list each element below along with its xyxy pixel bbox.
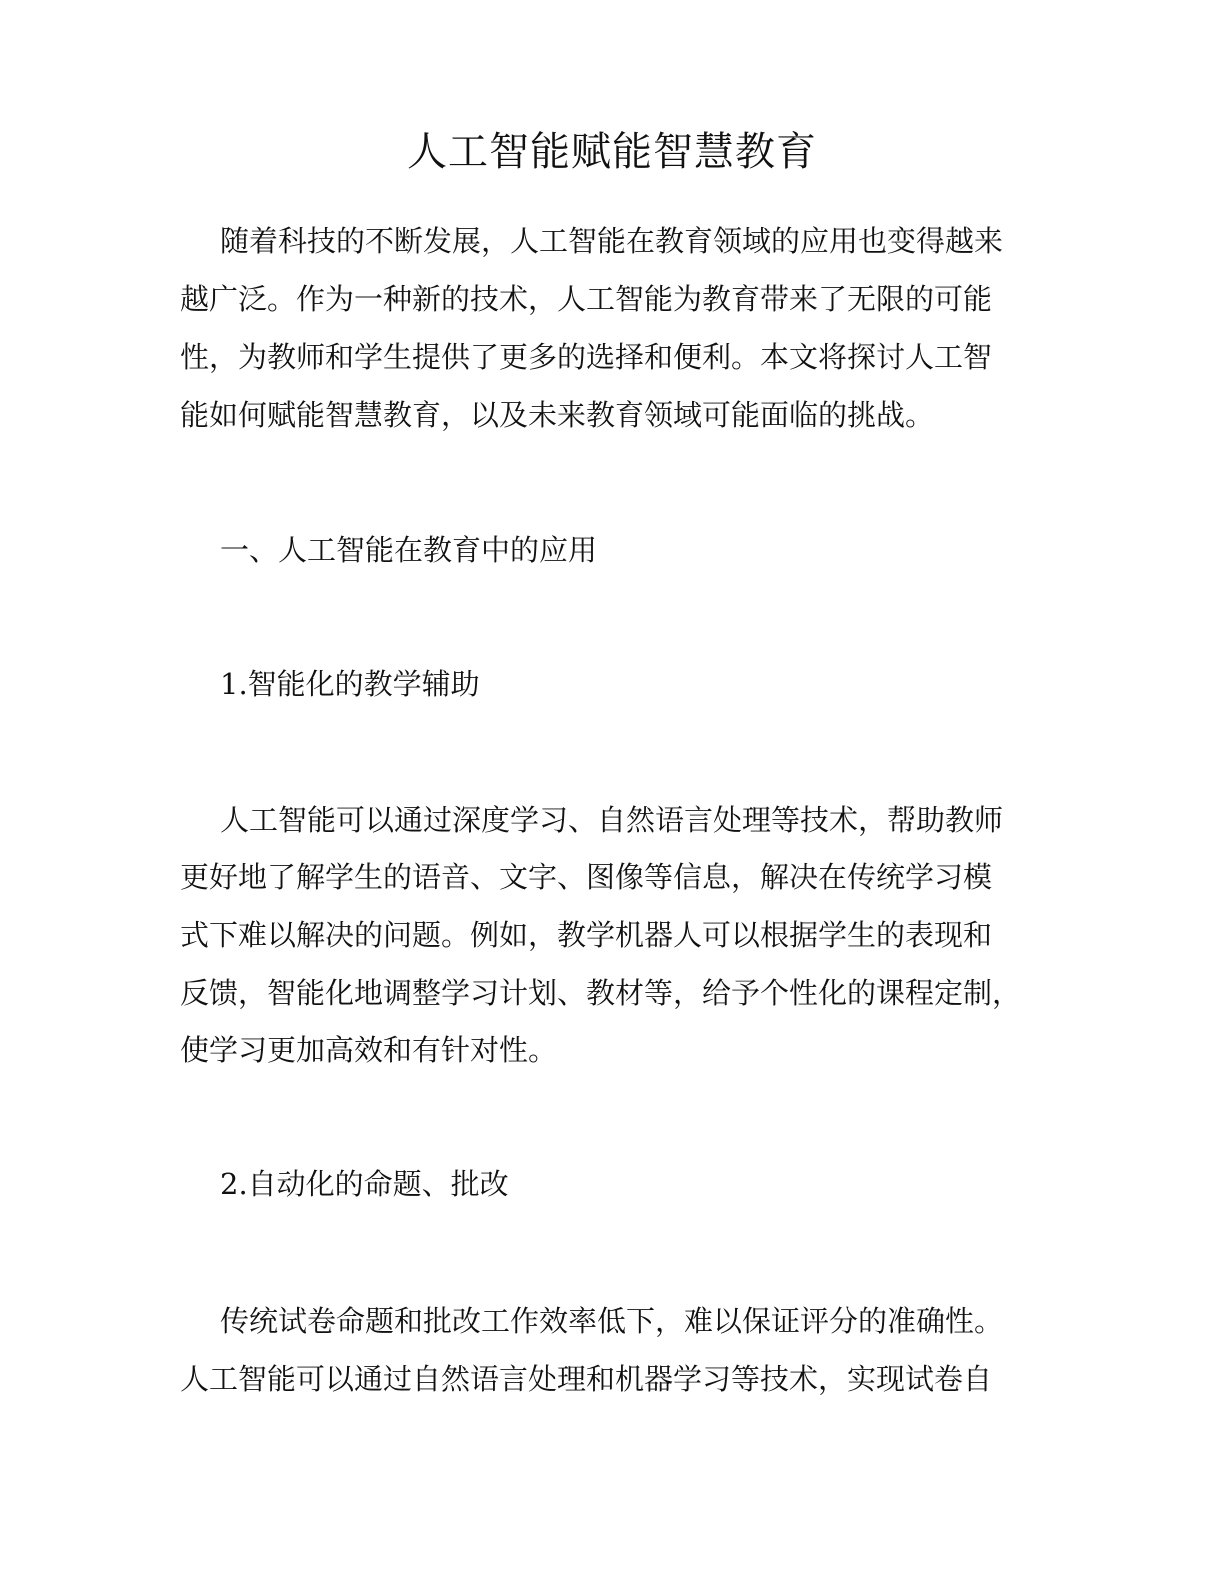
subsection2-line-1: 传统试卷命题和批改工作效率低下，难以保证评分的准确性。 (220, 1304, 1004, 1338)
subsection1-line-4: 反馈，智能化地调整学习计划、教材等，给予个性化的课程定制， (180, 976, 1022, 1010)
section-heading: 一、人工智能在教育中的应用 (220, 533, 598, 567)
subsection1-line-1: 人工智能可以通过深度学习、自然语言处理等技术，帮助教师 (220, 803, 1004, 837)
intro-line-2: 越广泛。作为一种新的技术，人工智能为教育带来了无限的可能 (180, 282, 993, 316)
subsection-heading-1: 1.智能化的教学辅助 (220, 667, 480, 701)
subsection1-line-2: 更好地了解学生的语音、文字、图像等信息，解决在传统学习模 (180, 860, 993, 894)
subsection1-line-3: 式下难以解决的问题。例如，教学机器人可以根据学生的表现和 (180, 918, 993, 952)
intro-line-1: 随着科技的不断发展，人工智能在教育领域的应用也变得越来 (220, 224, 1004, 258)
intro-line-3: 性，为教师和学生提供了更多的选择和便利。本文将探讨人工智 (180, 340, 993, 374)
intro-line-4: 能如何赋能智慧教育，以及未来教育领域可能面临的挑战。 (180, 398, 935, 432)
subsection1-line-5: 使学习更加高效和有针对性。 (180, 1033, 558, 1067)
document-title: 人工智能赋能智慧教育 (407, 129, 817, 175)
subsection2-line-2: 人工智能可以通过自然语言处理和机器学习等技术，实现试卷自 (180, 1362, 993, 1396)
subsection-heading-2: 2.自动化的命题、批改 (220, 1167, 509, 1201)
